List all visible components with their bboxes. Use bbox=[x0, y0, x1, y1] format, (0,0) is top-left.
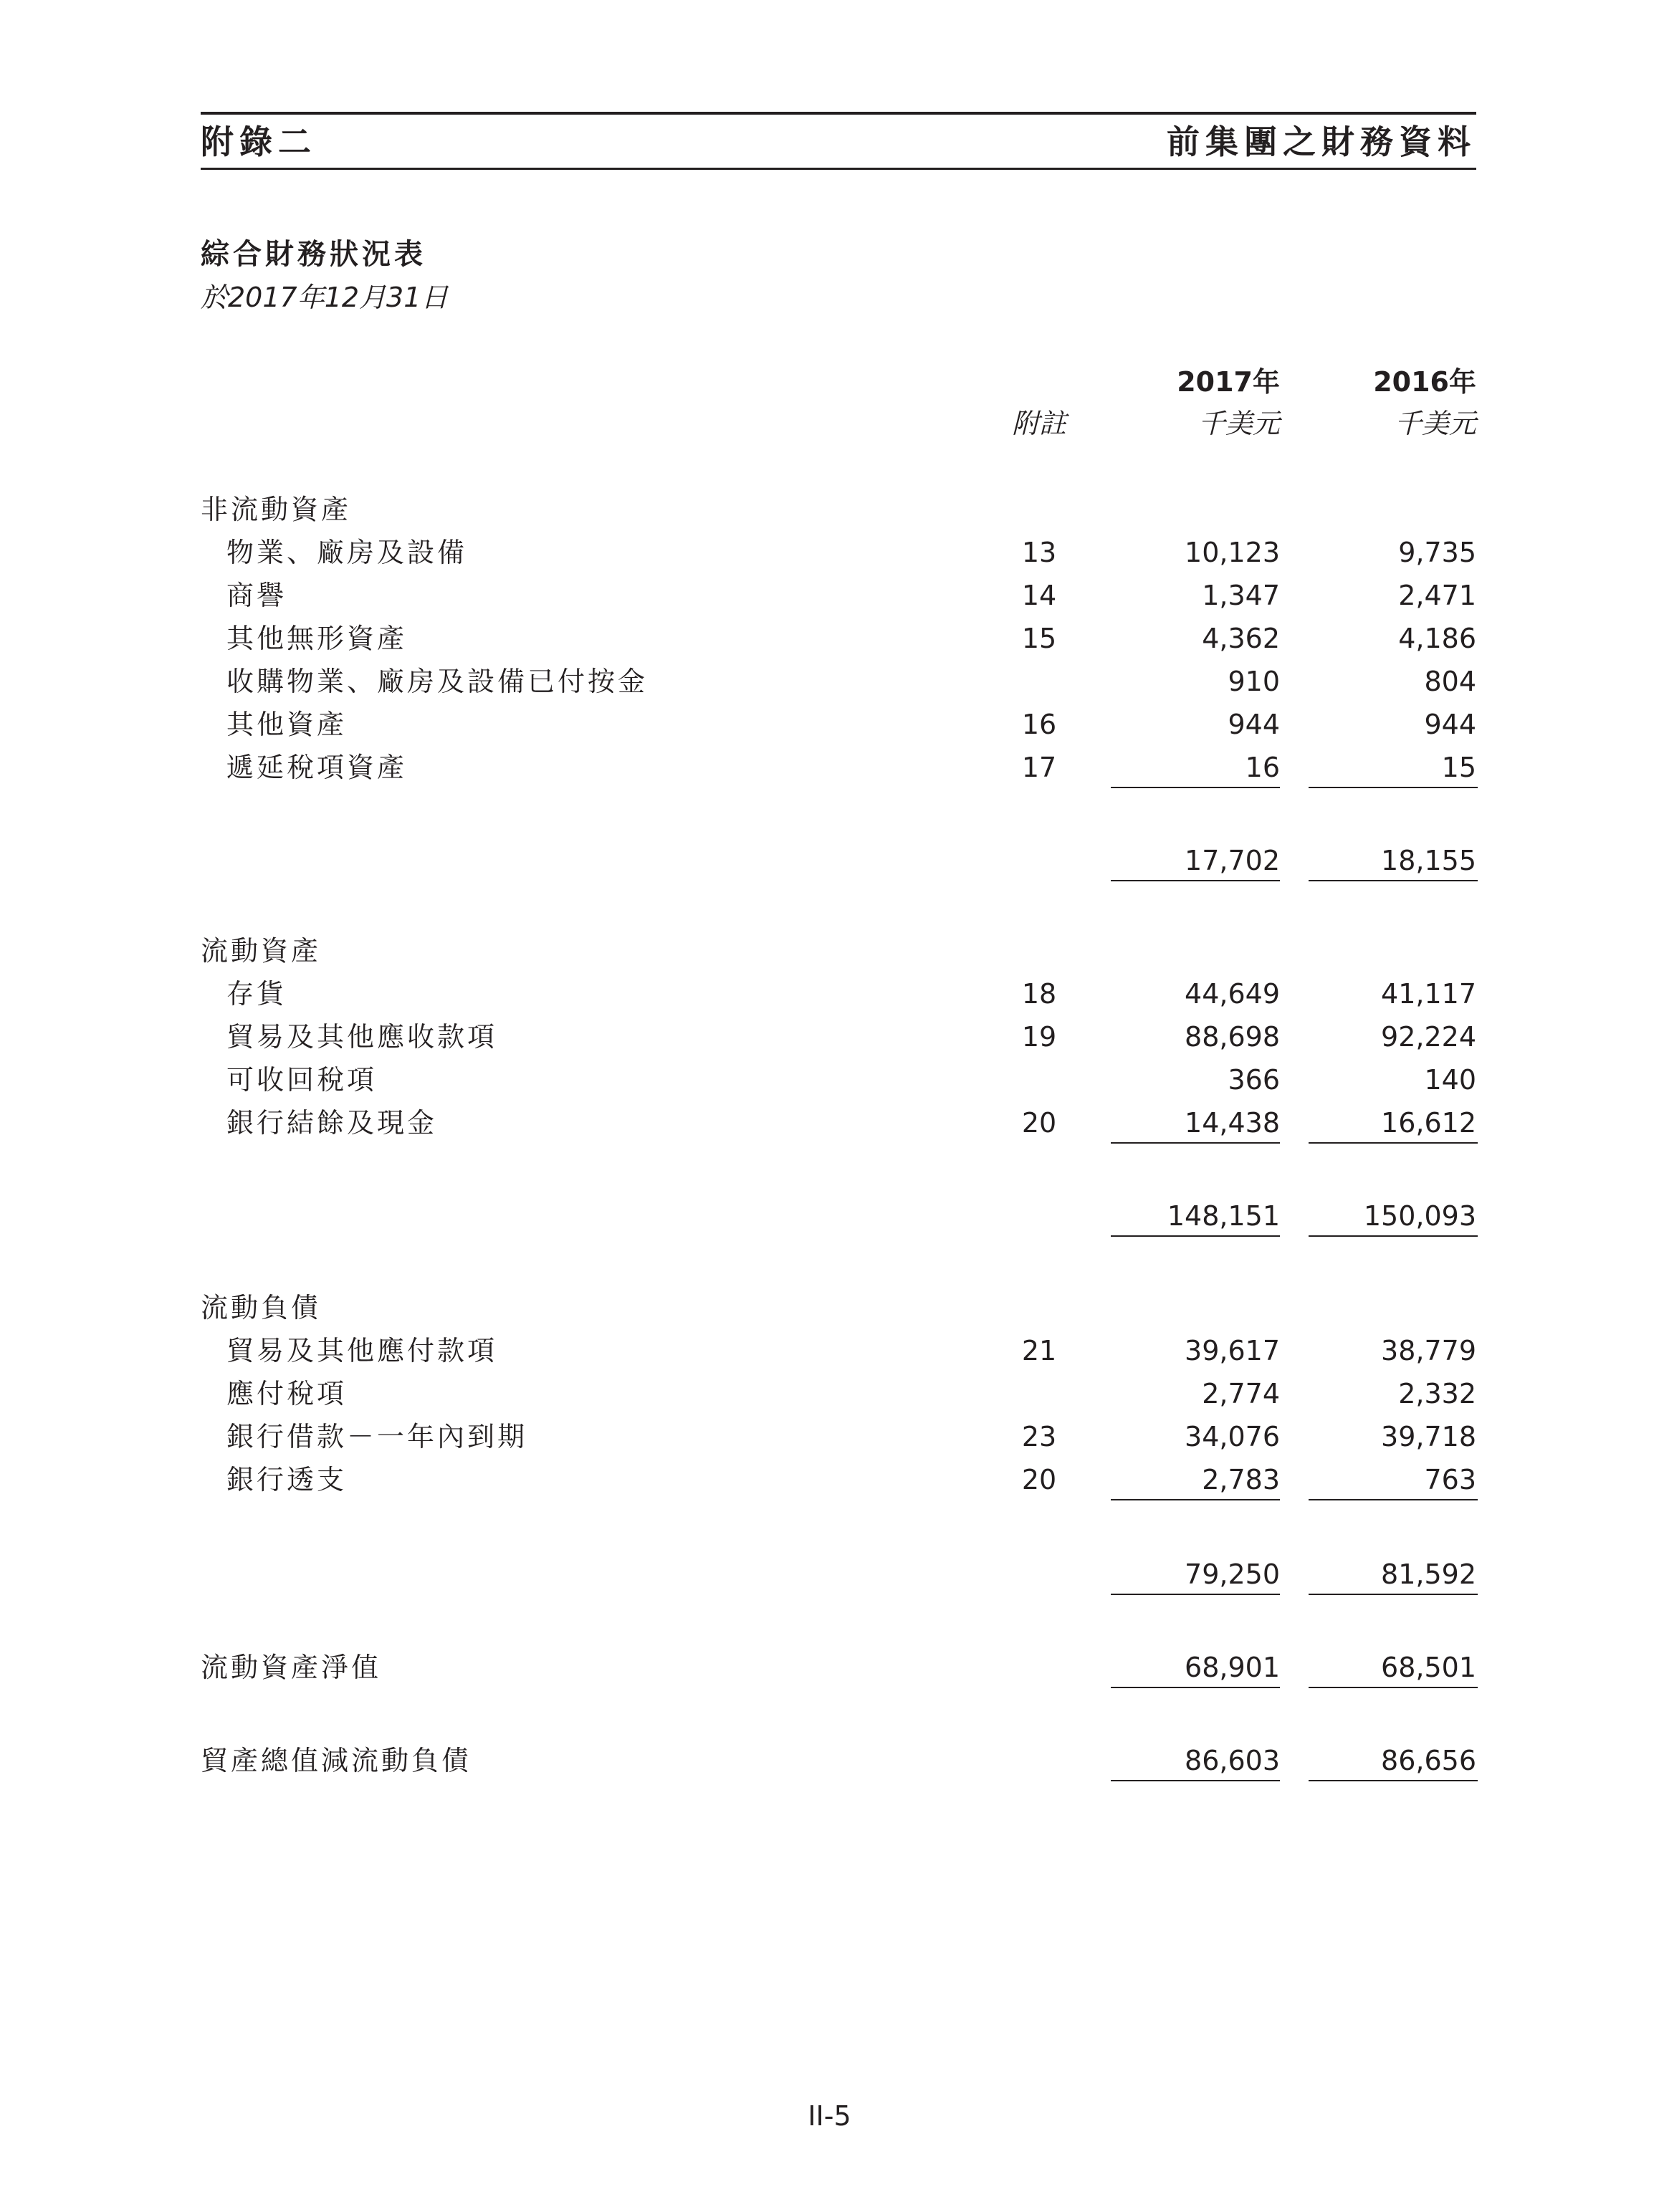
row-value-2016: 2,471 bbox=[1398, 580, 1476, 611]
subtotal-row bbox=[0, 843, 1659, 878]
row-value-2017: 34,076 bbox=[1185, 1421, 1280, 1452]
row-label: 其他無形資產 bbox=[226, 623, 408, 654]
row-label: 貿易及其他應收款項 bbox=[226, 1021, 498, 1053]
subtotal-value-2017: 17,702 bbox=[1185, 845, 1280, 876]
subtotal-rule bbox=[1309, 1142, 1478, 1144]
row-label: 商譽 bbox=[226, 580, 287, 611]
row-value-2017: 1,347 bbox=[1202, 580, 1280, 611]
total-rule bbox=[1111, 1594, 1280, 1595]
row-value-2016: 86,656 bbox=[1381, 1745, 1476, 1776]
subtotal-row bbox=[0, 1198, 1659, 1234]
row-value-2017: 68,901 bbox=[1185, 1652, 1280, 1683]
row-label: 銀行結餘及現金 bbox=[226, 1107, 438, 1139]
subtotal-rule bbox=[1111, 1499, 1280, 1500]
subtotal-value-2016: 150,093 bbox=[1363, 1200, 1476, 1232]
row-note: 17 bbox=[1021, 752, 1057, 783]
row-value-2017: 944 bbox=[1228, 709, 1280, 740]
column-unit-2017: 千美元 bbox=[1197, 408, 1280, 439]
subtotal-value-2016: 81,592 bbox=[1381, 1559, 1476, 1590]
total-assets-less-liabilities-row bbox=[0, 1743, 1659, 1778]
row-label: 應付稅項 bbox=[226, 1378, 348, 1409]
row-value-2017: 10,123 bbox=[1185, 537, 1280, 568]
section-heading-label: 流動資產 bbox=[201, 935, 322, 967]
row-value-2017: 39,617 bbox=[1185, 1335, 1280, 1366]
row-value-2016: 4,186 bbox=[1398, 623, 1476, 654]
table-row bbox=[0, 1419, 1659, 1455]
row-note: 23 bbox=[1021, 1421, 1057, 1452]
row-value-2016: 16,612 bbox=[1381, 1107, 1476, 1139]
row-note: 15 bbox=[1021, 623, 1057, 654]
table-row bbox=[0, 621, 1659, 656]
table-row bbox=[0, 750, 1659, 785]
table-row bbox=[0, 1462, 1659, 1498]
subtotal-value-2016: 18,155 bbox=[1381, 845, 1476, 876]
row-value-2017: 2,774 bbox=[1202, 1378, 1280, 1409]
subtotal-rule bbox=[1111, 787, 1280, 788]
row-label: 物業、廠房及設備 bbox=[226, 537, 468, 568]
row-label: 貿易及其他應付款項 bbox=[226, 1335, 498, 1366]
row-value-2016: 92,224 bbox=[1381, 1021, 1476, 1053]
row-value-2017: 910 bbox=[1228, 666, 1280, 697]
row-value-2017: 14,438 bbox=[1185, 1107, 1280, 1139]
row-value-2017: 2,783 bbox=[1202, 1464, 1280, 1495]
page-number: II-5 bbox=[808, 2100, 851, 2132]
table-row bbox=[0, 1333, 1659, 1369]
row-note: 20 bbox=[1021, 1464, 1057, 1495]
subtotal-value-2017: 79,250 bbox=[1185, 1559, 1280, 1590]
row-note: 16 bbox=[1021, 709, 1057, 740]
total-rule bbox=[1309, 1594, 1478, 1595]
subtotal-row bbox=[0, 1556, 1659, 1592]
table-row bbox=[0, 664, 1659, 699]
total-rule bbox=[1111, 880, 1280, 881]
subtotal-value-2017: 148,151 bbox=[1167, 1200, 1280, 1232]
row-value-2017: 86,603 bbox=[1185, 1745, 1280, 1776]
row-note: 14 bbox=[1021, 580, 1057, 611]
row-value-2016: 140 bbox=[1424, 1064, 1476, 1096]
table-row bbox=[0, 1019, 1659, 1055]
statement-date: 於2017年12月31日 bbox=[201, 282, 449, 313]
column-header-note: 附註 bbox=[1011, 408, 1066, 439]
header-bottom-rule bbox=[201, 168, 1476, 170]
subtotal-rule bbox=[1309, 787, 1478, 788]
column-unit-2016: 千美元 bbox=[1394, 408, 1476, 439]
section-title: 前集團之財務資料 bbox=[1167, 123, 1476, 161]
row-value-2016: 38,779 bbox=[1381, 1335, 1476, 1366]
row-note: 20 bbox=[1021, 1107, 1057, 1139]
total-rule bbox=[1111, 1780, 1280, 1781]
table-row bbox=[0, 707, 1659, 742]
appendix-title: 附錄二 bbox=[201, 123, 317, 161]
total-rule bbox=[1309, 1780, 1478, 1781]
row-value-2017: 366 bbox=[1228, 1064, 1280, 1096]
row-label: 銀行透支 bbox=[226, 1464, 348, 1495]
table-row bbox=[0, 1376, 1659, 1412]
row-label: 可收回稅項 bbox=[226, 1064, 378, 1096]
row-note: 21 bbox=[1021, 1335, 1057, 1366]
row-note: 19 bbox=[1021, 1021, 1057, 1053]
header-top-rule bbox=[201, 112, 1476, 115]
row-value-2017: 88,698 bbox=[1185, 1021, 1280, 1053]
row-label: 其他資產 bbox=[226, 709, 348, 740]
row-label: 存貨 bbox=[226, 978, 287, 1010]
row-value-2017: 16 bbox=[1245, 752, 1280, 783]
column-header-2017: 2017年 bbox=[1177, 366, 1280, 398]
column-header-2016: 2016年 bbox=[1373, 366, 1476, 398]
section-heading bbox=[0, 1290, 1659, 1326]
row-label: 遞延稅項資產 bbox=[226, 752, 408, 783]
row-label: 銀行借款－一年內到期 bbox=[226, 1421, 528, 1452]
row-value-2016: 39,718 bbox=[1381, 1421, 1476, 1452]
net-current-assets-row bbox=[0, 1650, 1659, 1685]
row-value-2016: 68,501 bbox=[1381, 1652, 1476, 1683]
section-heading bbox=[0, 933, 1659, 969]
row-value-2016: 41,117 bbox=[1381, 978, 1476, 1010]
row-value-2016: 763 bbox=[1424, 1464, 1476, 1495]
subtotal-rule bbox=[1309, 1499, 1478, 1500]
section-heading-label: 流動負債 bbox=[201, 1292, 322, 1323]
row-value-2017: 4,362 bbox=[1202, 623, 1280, 654]
table-row bbox=[0, 535, 1659, 570]
row-label: 流動資產淨值 bbox=[201, 1652, 382, 1683]
statement-title: 綜合財務狀況表 bbox=[201, 238, 426, 271]
table-row bbox=[0, 1062, 1659, 1098]
total-rule bbox=[1111, 1687, 1280, 1688]
row-value-2016: 2,332 bbox=[1398, 1378, 1476, 1409]
total-rule bbox=[1309, 880, 1478, 881]
total-rule bbox=[1309, 1235, 1478, 1237]
total-rule bbox=[1309, 1687, 1478, 1688]
table-row bbox=[0, 1105, 1659, 1141]
row-value-2016: 15 bbox=[1441, 752, 1476, 783]
row-value-2016: 944 bbox=[1424, 709, 1476, 740]
subtotal-rule bbox=[1111, 1142, 1280, 1144]
total-rule bbox=[1111, 1235, 1280, 1237]
section-heading bbox=[0, 492, 1659, 527]
row-value-2016: 9,735 bbox=[1398, 537, 1476, 568]
row-value-2016: 804 bbox=[1424, 666, 1476, 697]
row-label: 貿產總值減流動負債 bbox=[201, 1745, 472, 1776]
table-row bbox=[0, 976, 1659, 1012]
row-value-2017: 44,649 bbox=[1185, 978, 1280, 1010]
row-label: 收購物業、廠房及設備已付按金 bbox=[226, 666, 649, 697]
row-note: 13 bbox=[1021, 537, 1057, 568]
section-heading-label: 非流動資產 bbox=[201, 494, 352, 525]
row-note: 18 bbox=[1021, 978, 1057, 1010]
table-row bbox=[0, 578, 1659, 613]
